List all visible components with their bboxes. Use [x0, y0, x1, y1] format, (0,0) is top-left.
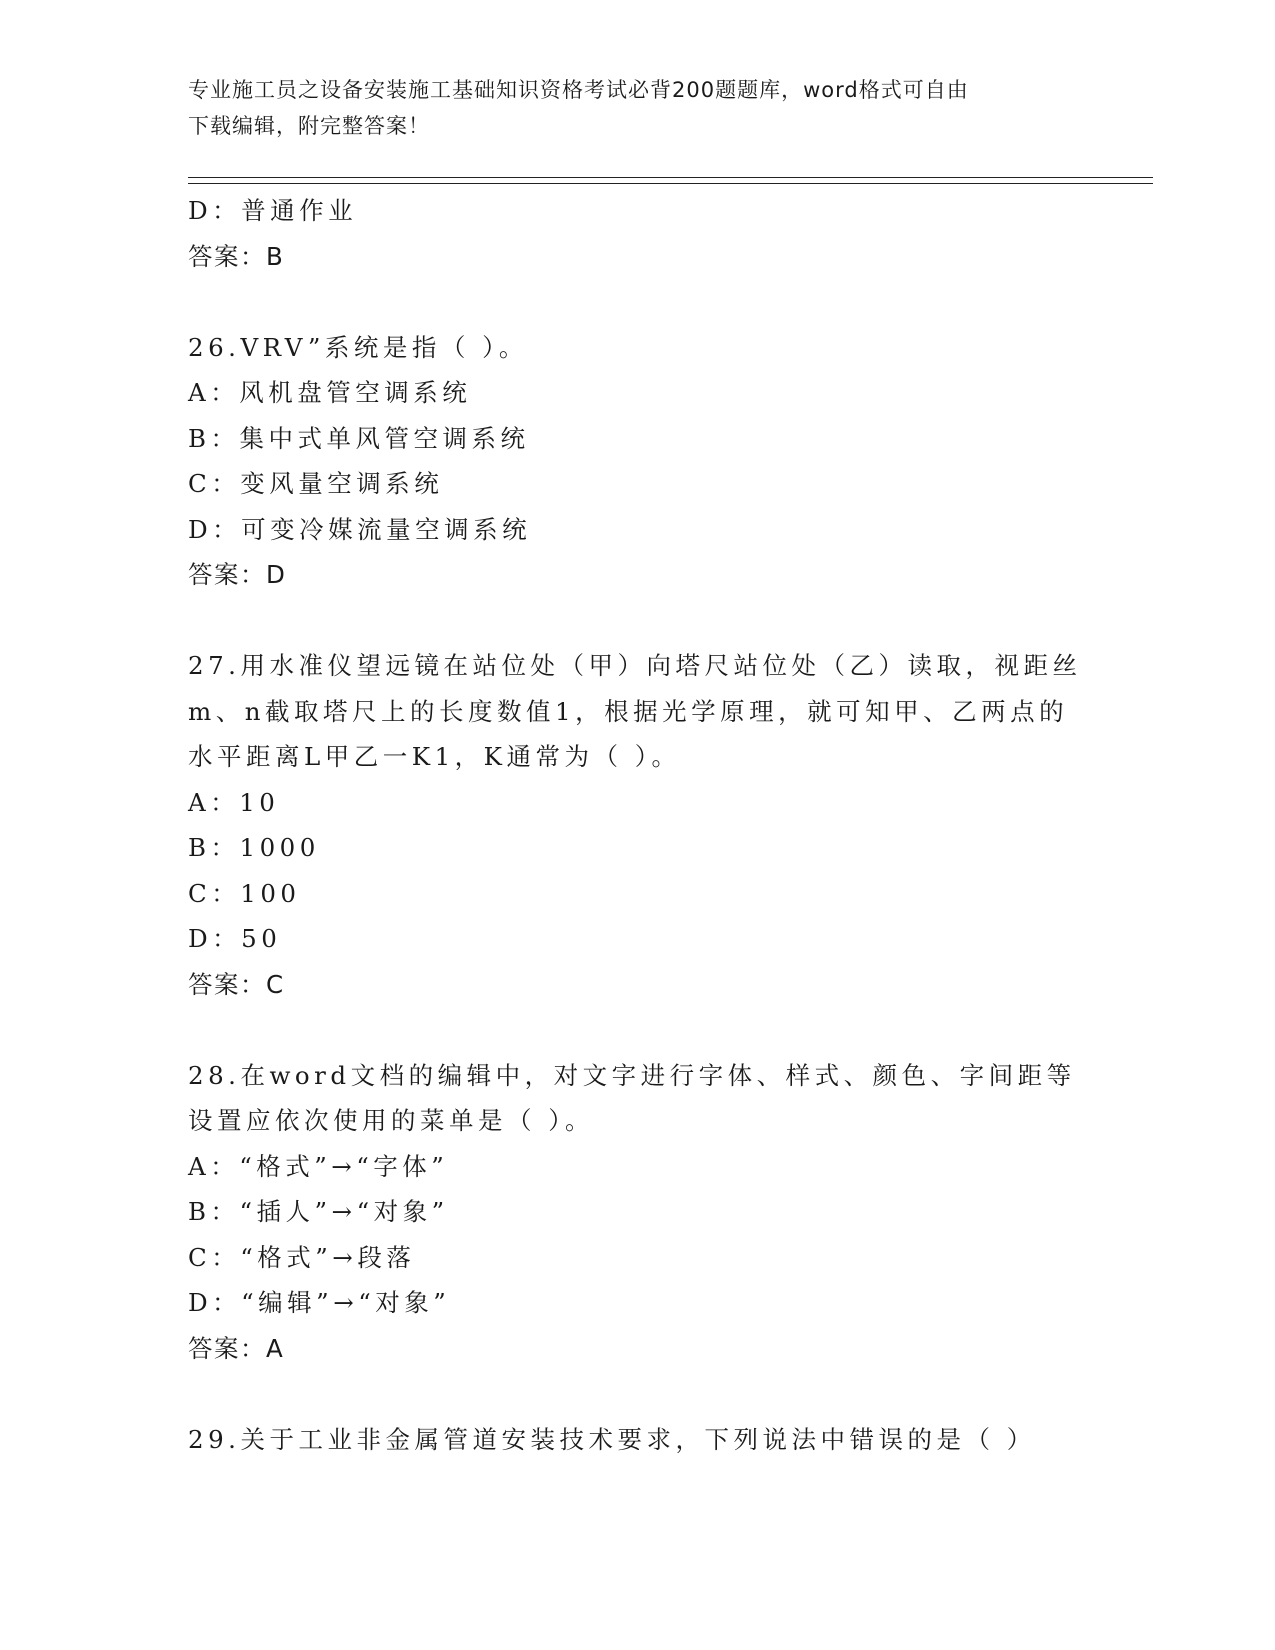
- prev-option-d: D：普通作业: [188, 196, 358, 225]
- question-27-option-b: B：1000: [188, 833, 320, 862]
- header-divider-top: [188, 177, 1153, 178]
- question-28-option-c: C：“格式”→段落: [188, 1242, 416, 1272]
- prev-answer: 答案：B: [188, 241, 285, 271]
- question-26-option-a: A：风机盘管空调系统: [188, 378, 472, 407]
- question-28-option-d: D：“编辑”→“对象”: [188, 1288, 451, 1317]
- question-27-option-c: C：100: [188, 878, 301, 908]
- page-header: [188, 72, 1068, 144]
- question-29-stem: 29.关于工业非金属管道安装技术要求，下列说法中错误的是（ ）: [188, 1424, 1036, 1454]
- question-26-option-d: D：可变冷媒流量空调系统: [188, 514, 532, 544]
- spacer: [188, 598, 1088, 644]
- question-28-option-a: A：“格式”→“字体”: [188, 1151, 449, 1181]
- question-26-answer: 答案：D: [188, 560, 287, 589]
- question-27-stem-line-2: m、n截取塔尺上的长度数值1，根据光学原理，就可知甲、乙两点的: [188, 696, 1069, 726]
- question-27-option-a: A：10: [188, 787, 280, 817]
- question-28-answer: 答案：A: [188, 1333, 285, 1363]
- question-28-stem-line-2: 设置应依次使用的菜单是（ ）。: [188, 1106, 595, 1135]
- header-title-line-1: 专业施工员之设备安装施工基础知识资格考试必背200题题库，word格式可自由: [188, 78, 969, 102]
- question-28-option-b: B：“插人”→“对象”: [188, 1197, 449, 1226]
- question-26-stem: 26.VRV”系统是指（ ）。: [188, 332, 528, 362]
- question-list: [188, 188, 1088, 1462]
- spacer: [188, 1371, 1088, 1417]
- question-27-answer: 答案：C: [188, 969, 285, 999]
- header-title-line-2: 下载编辑，附完整答案！: [188, 114, 430, 138]
- question-27-stem-line-1: 27.用水准仪望远镜在站位处（甲）向塔尺站位处（乙）读取，视距丝: [188, 651, 1082, 680]
- spacer: [188, 279, 1088, 325]
- spacer: [188, 1007, 1088, 1053]
- question-28-stem-line-1: 28.在word文档的编辑中，对文字进行字体、样式、颜色、字间距等: [188, 1060, 1076, 1090]
- question-26-option-b: B：集中式单风管空调系统: [188, 423, 530, 453]
- question-26-option-c: C：变风量空调系统: [188, 469, 444, 498]
- question-27-stem-line-3: 水平距离L甲乙一K1，K通常为（ ）。: [188, 742, 681, 771]
- question-27-option-d: D：50: [188, 924, 282, 953]
- header-divider-bottom: [188, 183, 1153, 184]
